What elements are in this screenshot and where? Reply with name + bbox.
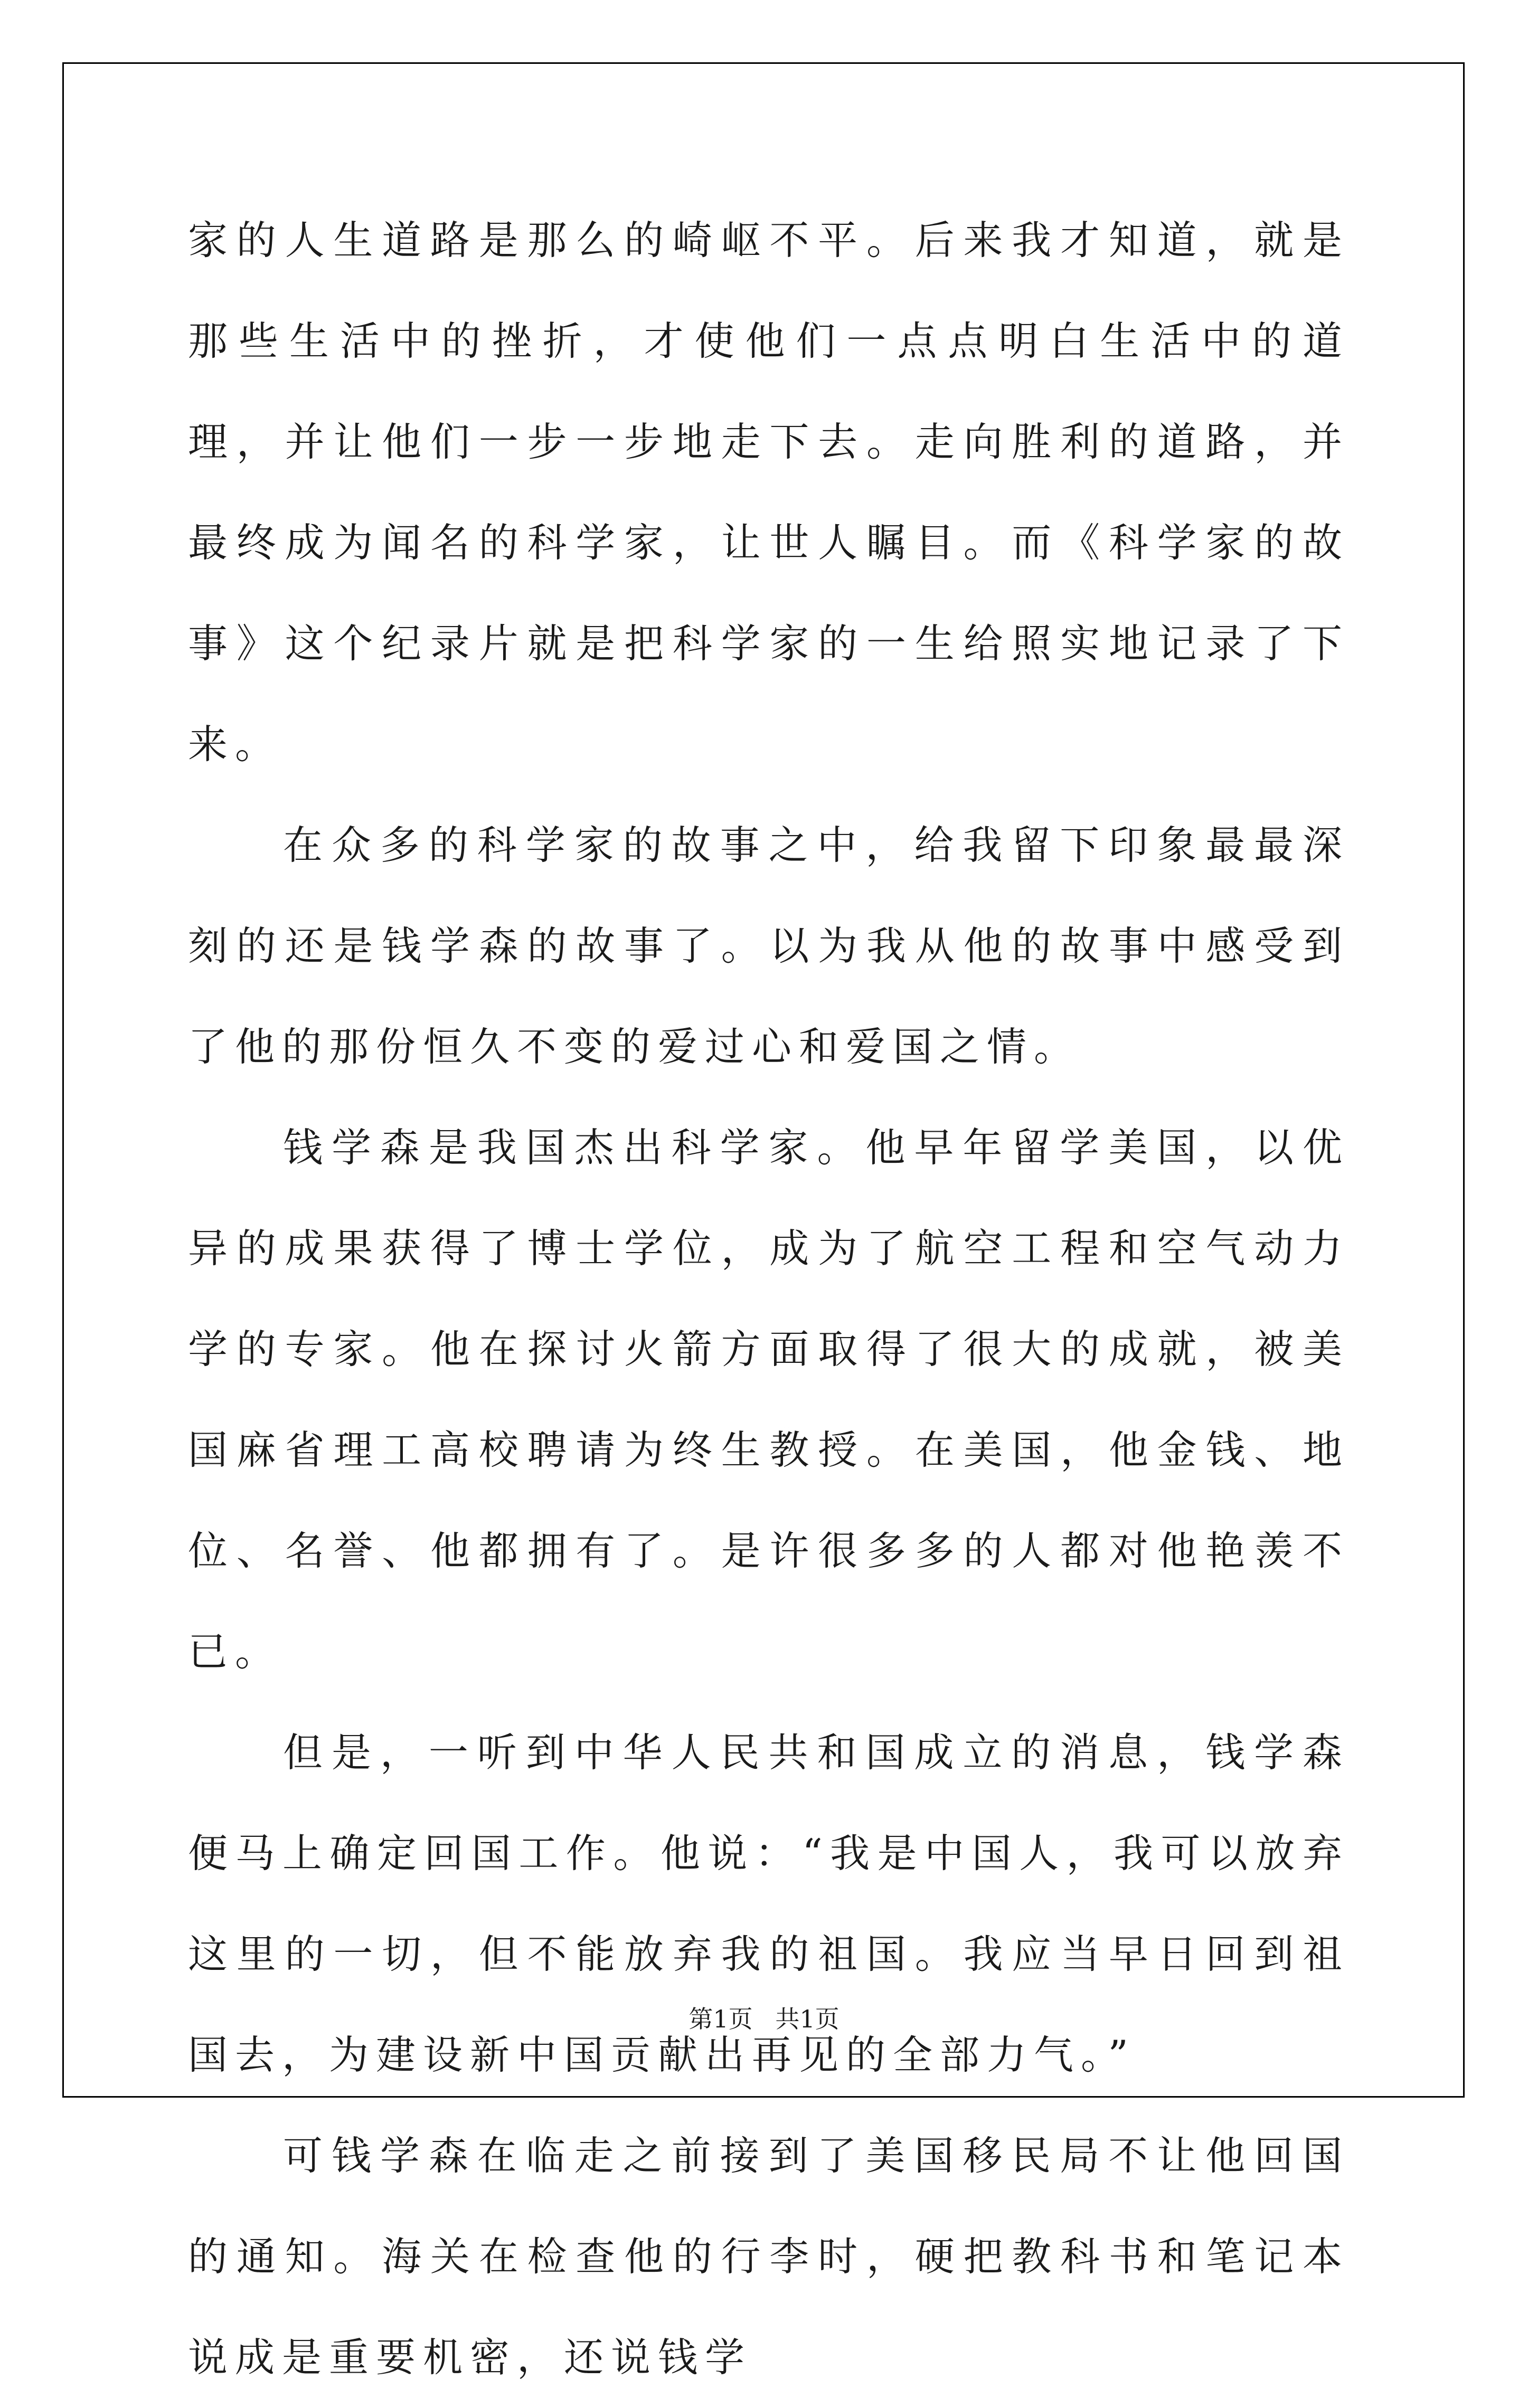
page-number-total: 共1页 [775, 2005, 840, 2033]
paragraph-1: 家的人生道路是那么的崎岖不平。后来我才知道，就是那些生活中的挫折，才使他们一点点明白生活中的道理，并让他们一步一步地走下去。走向胜利的道路，并最终成为闻名的科学家，让世人瞩目。而《科学家的故事》这个纪录片就是把科学家的一生给照实地记录了下来。 [188, 217, 1350, 767]
page-number-current: 第1页 [688, 2005, 753, 2033]
paragraph-4: 但是，一听到中华人民共和国成立的消息，钱学森便马上确定回国工作。他说：“我是中国人，我可以放弃这里的一切，但不能放弃我的祖国。我应当早日回到祖国去，为建设新中国贡献出再见的全部力气。” [188, 1729, 1350, 2078]
page-footer [0, 2003, 1528, 2035]
document-body [188, 190, 1350, 2408]
paragraph-2: 在众多的科学家的故事之中，给我留下印象最最深刻的还是钱学森的故事了。以为我从他的故事中感受到了他的那份恒久不变的爱过心和爱国之情。 [188, 822, 1350, 1070]
paragraph-3: 钱学森是我国杰出科学家。他早年留学美国，以优异的成果获得了博士学位，成为了航空工程和空气动力学的专家。他在探讨火箭方面取得了很大的成就，被美国麻省理工高校聘请为终生教授。在美国，他金钱、地位、名誉、他都拥有了。是许很多多的人都对他艳羡不已。 [188, 1124, 1350, 1675]
paragraph-5: 可钱学森在临走之前接到了美国移民局不让他回国的通知。海关在检查他的行李时，硬把教科书和笔记本说成是重要机密，还说钱学 [188, 2132, 1350, 2381]
